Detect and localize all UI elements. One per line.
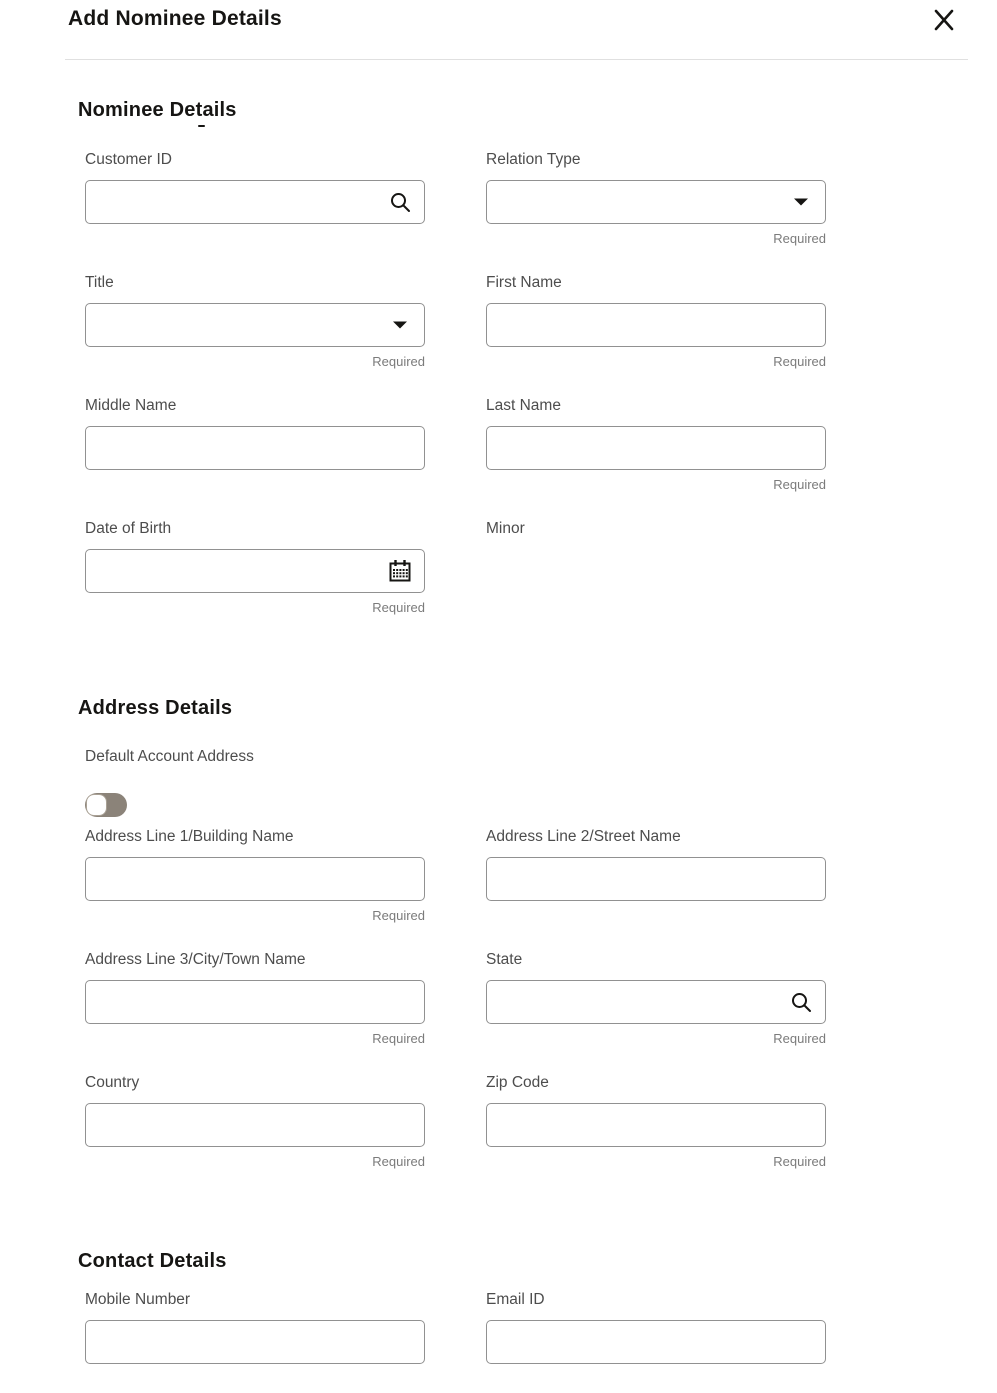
required-hint [85, 231, 425, 246]
field-middle-name [85, 397, 425, 492]
address-line-1-input-wrap [85, 857, 425, 901]
section-heading-nominee-details: Nominee Details [78, 99, 237, 121]
field-label: Country [85, 1074, 140, 1091]
search-icon [789, 990, 813, 1014]
toggle-knob [86, 794, 107, 816]
section-heading-address-details: Address Details [78, 697, 233, 719]
field-mobile-number [85, 1291, 425, 1386]
field-label: State [486, 951, 523, 968]
default-account-address-toggle[interactable] [85, 793, 127, 817]
email-id-input-wrap [486, 1320, 826, 1364]
page-title: Add Nominee Details [68, 7, 282, 30]
close-button[interactable] [929, 5, 959, 35]
customer-id-search-button[interactable] [386, 188, 414, 216]
field-label: Title [85, 274, 114, 291]
mobile-number-input[interactable] [86, 1321, 424, 1363]
middle-name-input[interactable] [86, 427, 424, 469]
country-input-wrap [85, 1103, 425, 1147]
customer-id-input[interactable] [86, 181, 424, 223]
field-label: Mobile Number [85, 1291, 191, 1308]
address-line-3-input-wrap [85, 980, 425, 1024]
chevron-down-icon [793, 197, 809, 207]
required-hint: Required [372, 600, 425, 615]
field-label: Middle Name [85, 397, 177, 414]
field-last-name [486, 397, 826, 492]
zip-code-input[interactable] [487, 1104, 825, 1146]
form-content [0, 99, 997, 1386]
field-address-line-3 [85, 951, 425, 1046]
last-name-input[interactable] [487, 427, 825, 469]
field-state [486, 951, 826, 1046]
required-hint: Required [773, 1031, 826, 1046]
search-icon [388, 190, 412, 214]
field-label: Customer ID [85, 151, 172, 168]
address-line-2-input-wrap [486, 857, 826, 901]
relation-type-select[interactable] [487, 181, 825, 223]
field-label: Last Name [486, 397, 561, 414]
field-relation-type [486, 151, 826, 246]
required-hint [85, 1371, 425, 1386]
middle-name-input-wrap [85, 426, 425, 470]
zip-code-input-wrap [486, 1103, 826, 1147]
date-of-birth-input-wrap [85, 549, 425, 593]
required-hint: Required [773, 1154, 826, 1169]
country-input[interactable] [86, 1104, 424, 1146]
header-divider [65, 59, 968, 60]
title-select-wrap [85, 303, 425, 347]
address-details-grid [85, 828, 937, 1169]
field-label: First Name [486, 274, 562, 291]
state-input[interactable] [487, 981, 825, 1023]
field-label: Email ID [486, 1291, 545, 1308]
close-icon [931, 7, 957, 33]
address-line-3-input[interactable] [86, 981, 424, 1023]
required-hint: Required [372, 1154, 425, 1169]
field-label: Relation Type [486, 151, 581, 168]
field-date-of-birth [85, 520, 425, 615]
field-title [85, 274, 425, 369]
field-address-line-1 [85, 828, 425, 923]
title-select[interactable] [86, 304, 424, 346]
field-first-name [486, 274, 826, 369]
modal-header [0, 0, 997, 60]
field-label: Date of Birth [85, 520, 172, 537]
field-label: Zip Code [486, 1074, 549, 1091]
heading-tick [198, 125, 205, 127]
date-of-birth-input[interactable] [86, 550, 424, 592]
section-heading-contact-details: Contact Details [78, 1250, 227, 1272]
field-customer-id [85, 151, 425, 246]
first-name-input-wrap [486, 303, 826, 347]
field-label: Address Line 3/City/Town Name [85, 951, 306, 968]
required-hint [486, 908, 826, 923]
customer-id-input-wrap [85, 180, 425, 224]
address-line-1-input[interactable] [86, 858, 424, 900]
required-hint: Required [773, 354, 826, 369]
relation-type-select-wrap [486, 180, 826, 224]
field-country [85, 1074, 425, 1169]
required-hint: Required [773, 231, 826, 246]
required-hint: Required [372, 908, 425, 923]
required-hint: Required [372, 1031, 425, 1046]
date-picker-button[interactable] [386, 557, 414, 585]
required-hint [85, 477, 425, 492]
nominee-details-grid [85, 151, 937, 615]
required-hint: Required [773, 477, 826, 492]
state-search-button[interactable] [787, 988, 815, 1016]
required-hint: Required [372, 354, 425, 369]
chevron-down-icon [392, 320, 408, 330]
field-label: Address Line 2/Street Name [486, 828, 681, 845]
field-email-id [486, 1291, 826, 1386]
title-dropdown-button[interactable] [386, 311, 414, 339]
mobile-number-input-wrap [85, 1320, 425, 1364]
email-id-input[interactable] [487, 1321, 825, 1363]
required-hint [486, 1371, 826, 1386]
relation-type-dropdown-button[interactable] [787, 188, 815, 216]
calendar-icon [387, 558, 413, 584]
address-line-2-input[interactable] [487, 858, 825, 900]
contact-details-grid [85, 1291, 937, 1386]
field-zip-code [486, 1074, 826, 1169]
first-name-input[interactable] [487, 304, 825, 346]
field-address-line-2 [486, 828, 826, 923]
field-minor [486, 520, 826, 615]
default-account-address-label: Default Account Address [85, 748, 254, 765]
field-label: Minor [486, 520, 525, 537]
state-input-wrap [486, 980, 826, 1024]
field-label: Address Line 1/Building Name [85, 828, 294, 845]
last-name-input-wrap [486, 426, 826, 470]
